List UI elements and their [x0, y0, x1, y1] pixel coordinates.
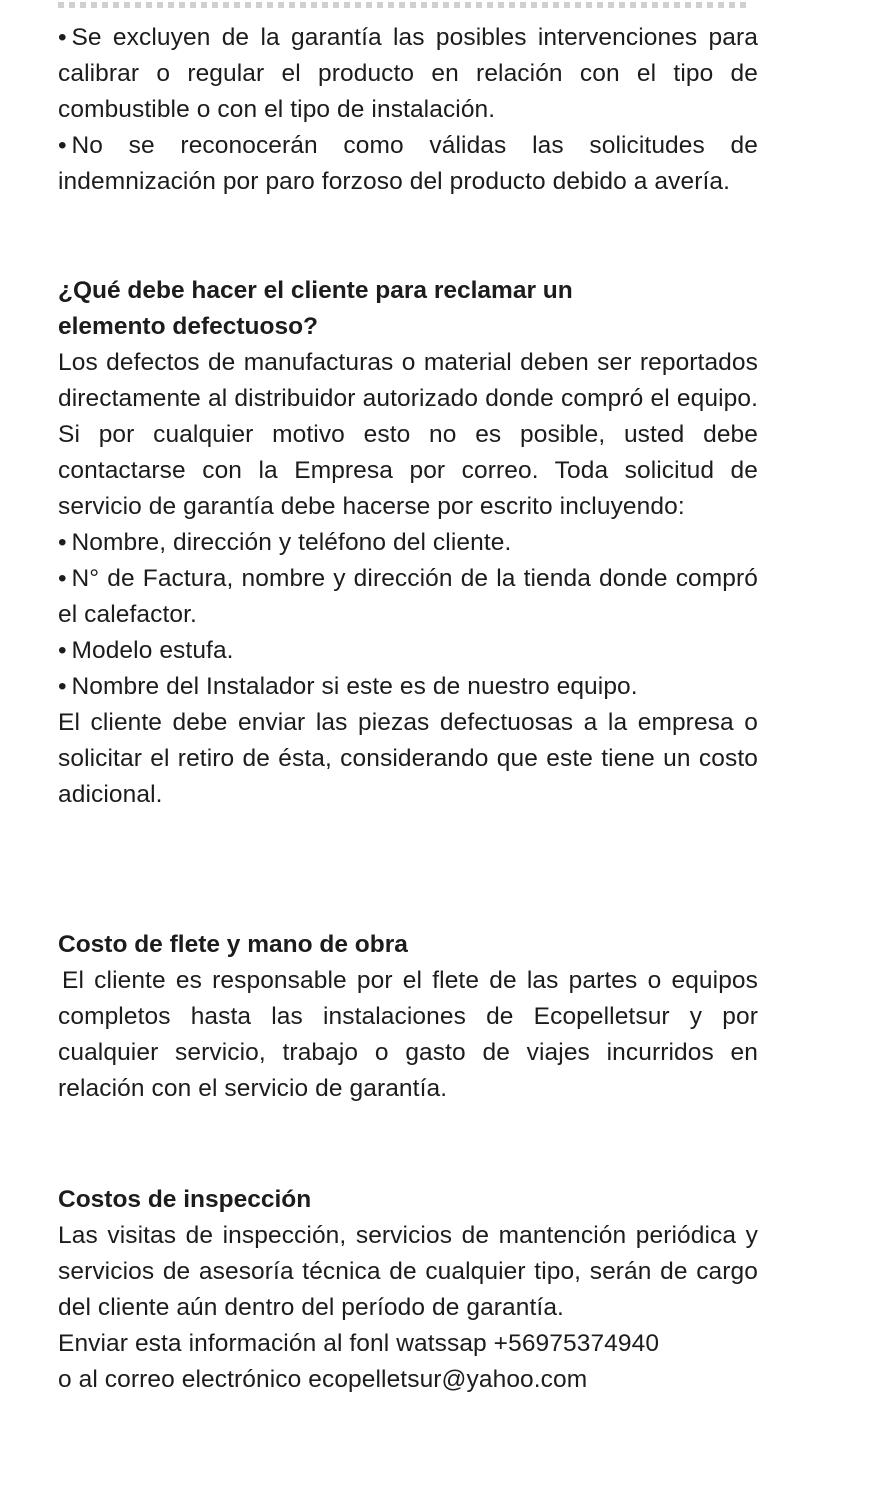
contact-email-line: o al correo electrónico ecopelletsur@yahoo.com	[58, 1366, 588, 1393]
exclusions-block	[58, 20, 758, 200]
claim-item-model: • Modelo estufa.	[58, 633, 758, 669]
freight-body: El cliente es responsable por el flete de las partes o equipos completos hasta las instalaciones de Ecopelletsur y por cualquier servicio, trabajo o gasto de viajes incurridos en relación con el servicio de garantía.	[58, 967, 758, 1102]
freight-heading: Costo de flete y mano de obra	[58, 931, 408, 958]
claim-body: Los defectos de manufacturas o material deben ser reportados directamente al distribuidor autorizado donde compró el equipo. Si por cualquier motivo esto no es posible, usted debe contactarse con la Empresa por correo. Toda solicitud de servicio de garantía debe hacerse por escrito incluyendo:	[58, 349, 758, 520]
inspection-block	[58, 1218, 758, 1398]
claim-item-customer: • Nombre, dirección y teléfono del cliente.	[58, 525, 758, 561]
exclusion-calibration: • Se excluyen de la garantía las posibles intervenciones para calibrar o regular el producto en relación con el tipo de combustible o con el tipo de instalación.	[58, 20, 758, 128]
document-page	[58, 0, 758, 1498]
exclusion-indemnization: • No se reconocerán como válidas las solicitudes de indemnización por paro forzoso del producto debido a avería.	[58, 128, 758, 200]
claim-item-invoice: • N° de Factura, nombre y dirección de la tienda donde compró el calefactor.	[58, 561, 758, 633]
contact-phone-line: Enviar esta información al fonl watssap +56975374940	[58, 1330, 660, 1357]
inspection-body: Las visitas de inspección, servicios de mantención periódica y servicios de asesoría técnica de cualquier tipo, serán de cargo del cliente aún dentro del período de garantía.	[58, 1222, 758, 1321]
inspection-heading: Costos de inspección	[58, 1186, 312, 1213]
freight-block	[58, 963, 758, 1107]
claim-block	[58, 345, 758, 813]
cut-off-text-line	[58, 2, 748, 8]
claim-heading: ¿Qué debe hacer el cliente para reclamar un elemento defectuoso?	[58, 277, 573, 340]
claim-closing: El cliente debe enviar las piezas defectuosas a la empresa o solicitar el retiro de ésta, considerando que este tiene un costo adicional.	[58, 709, 758, 808]
claim-item-installer: • Nombre del Instalador si este es de nuestro equipo.	[58, 669, 758, 705]
